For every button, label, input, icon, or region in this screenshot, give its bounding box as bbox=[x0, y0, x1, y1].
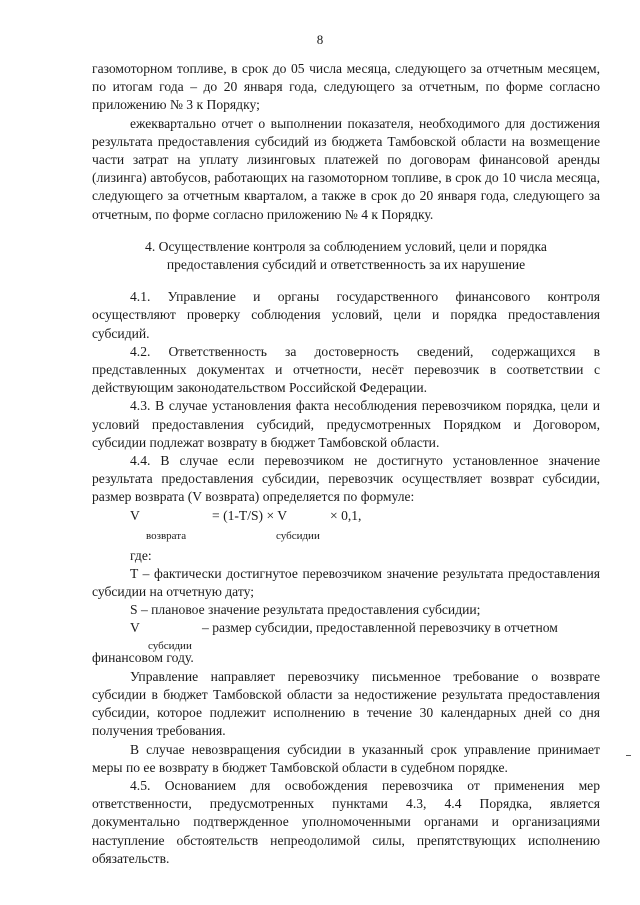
clause-4-3: 4.3. В случае установления факта несоблюдения перевозчиком порядка, цели и условий предоставления субсидий, предусмотренных Порядком и Договором, субсидии подлежат возврату в бюджет Тамбовской области. bbox=[92, 398, 600, 450]
refund-formula bbox=[92, 507, 600, 547]
formula-lhs: V bbox=[130, 507, 140, 523]
clause-4-5: 4.5. Основанием для освобождения перевозчика от применения мер ответственности, предусмотренных пунктами 4.3, 4.4 Порядка, является документально подтвержденное уполномоченными органами и организациями наступление обстоятельств непреодолимой силы, препятствующих исполнению обязательств. bbox=[92, 777, 600, 866]
formula-lhs-subscript: возврата bbox=[146, 529, 187, 542]
paragraph-quarterly-report: ежеквартально отчет о выполнении показателя, необходимого для достижения результата предоставления субсидий из бюджета Тамбовской области на возмещение части затрат на уплату лизинговых платежей по договорам финансовой аренды (лизинга) автобусов, работающих на газомоторном топливе, в срок до 10 числа месяца, следующего за отчетным кварталом, а также в срок до 20 января года, следующего за отчетным, по форме согласно приложению № 4 к Порядку. bbox=[92, 115, 600, 222]
formula-middle: = (1-T/S) × V bbox=[212, 507, 288, 523]
definition-v-text: – размер субсидии, предоставленной перевозчику в отчетном bbox=[202, 620, 558, 636]
definition-v-continuation: финансовом году. bbox=[92, 650, 194, 666]
formula-middle-subscript: субсидии bbox=[276, 529, 320, 542]
definition-v-symbol: V bbox=[130, 620, 140, 636]
clause-4-2: 4.2. Ответственность за достоверность сведений, содержащихся в представленных документах и отчетности, несёт перевозчик в соответствии с действующим законодательством Российской Федерации. bbox=[92, 343, 600, 396]
formula-tail: × 0,1, bbox=[330, 507, 362, 523]
scan-mark bbox=[626, 755, 631, 756]
paragraph-refund-demand: Управление направляет перевозчику письменное требование о возврате субсидии в бюджет Тамбовской области за недостижение результата предоставления субсидии, которое подлежит исполнению в течение 30 календарных дней со дня получения требования. bbox=[92, 668, 600, 739]
definition-v-subscript: субсидии bbox=[148, 640, 192, 653]
definition-t: T – фактически достигнутое перевозчиком значение результата предоставления субсидии на отчетную дату; bbox=[92, 565, 600, 600]
definition-s: S – плановое значение результата предоставления субсидии; bbox=[130, 602, 481, 618]
definition-v bbox=[92, 619, 600, 653]
page-number: 8 bbox=[316, 32, 324, 47]
paragraph-report-fuel: газомоторном топливе, в срок до 05 числа месяца, следующего за отчетным месяцем, по итогам года – до 20 января года, следующего за отчетным, по форме согласно приложению № 3 к Порядку; bbox=[92, 61, 600, 113]
clause-4-1: 4.1. Управление и органы государственного финансового контроля осуществляют проверку соблюдения условий, цели и порядка предоставления субсидий. bbox=[92, 289, 600, 341]
document-body bbox=[92, 60, 600, 868]
paragraph-court-recovery: В случае невозвращения субсидии в указанный срок управление принимает меры по ее возврату в бюджет Тамбовской области в судебном порядке. bbox=[92, 741, 600, 775]
section-heading: 4. Осуществление контроля за соблюдением условий, цели и порядка предоставления субсидий и ответственность за их нарушение bbox=[145, 238, 547, 273]
where-label: где: bbox=[130, 547, 152, 563]
clause-4-4: 4.4. В случае если перевозчиком не достигнуто установленное значение результата предоставления субсидии, перевозчик осуществляет возврат субсидии, размер возврата (V возврата) определяется по формуле: bbox=[92, 453, 600, 505]
